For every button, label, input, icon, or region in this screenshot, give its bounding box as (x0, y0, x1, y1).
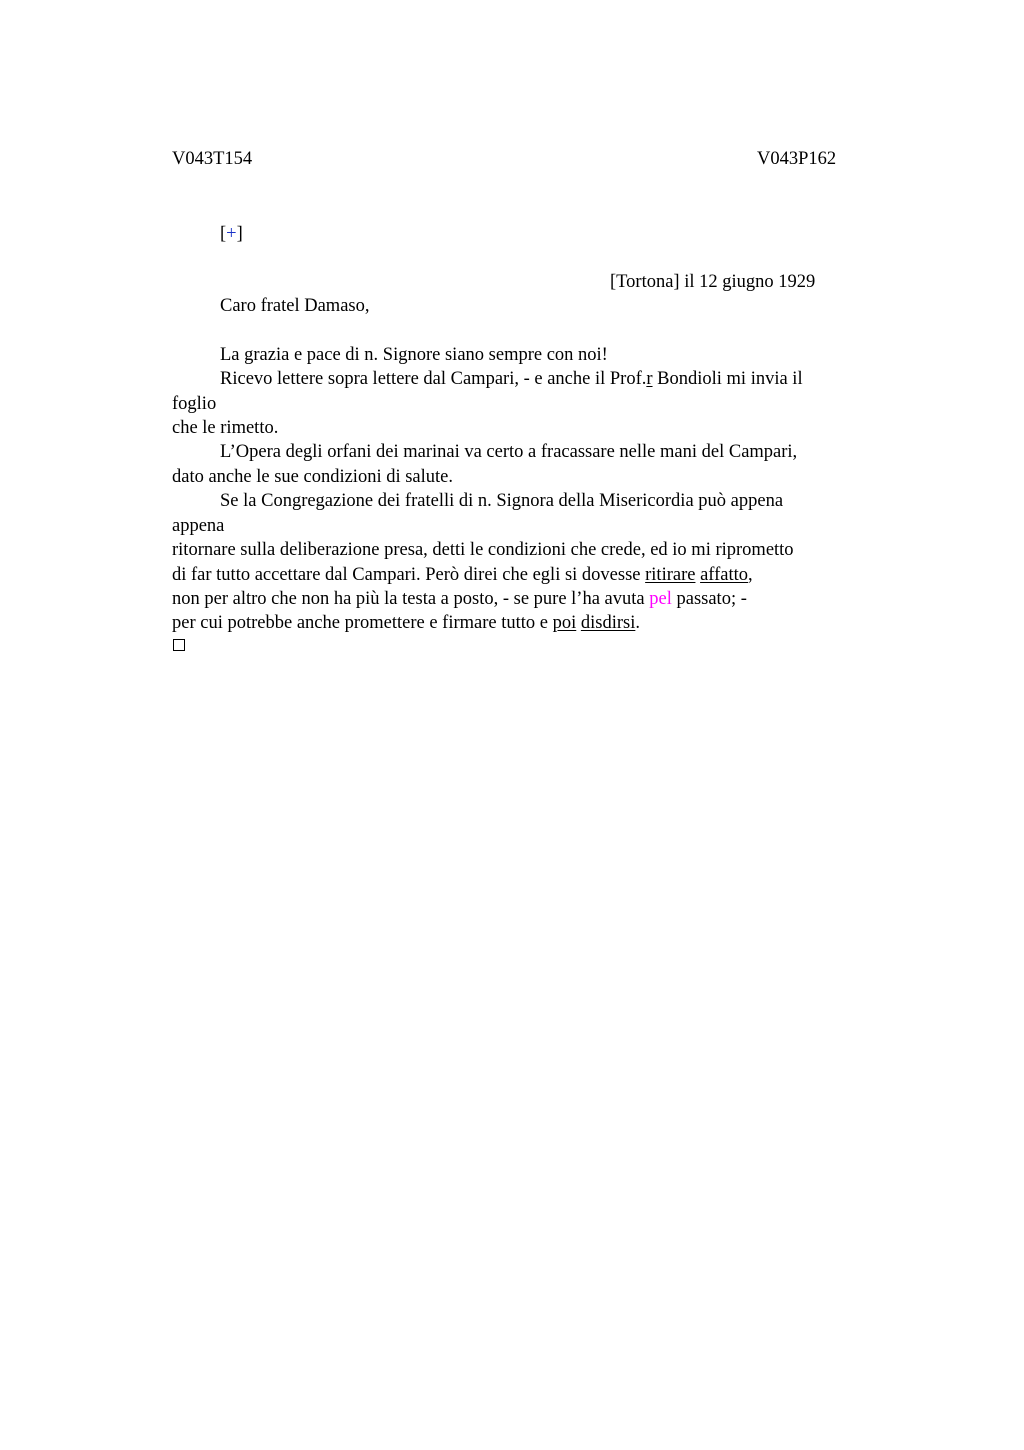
paragraph-4-line-2: appena (172, 516, 225, 536)
end-marker-box-icon (173, 639, 185, 651)
underlined-word: ritirare (645, 565, 696, 585)
document-code-left: V043T154 (172, 149, 253, 169)
paragraph-3-line-1: L’Opera degli orfani dei marinai va certo a fracassare nelle mani del Campari, (220, 442, 798, 462)
underlined-word: poi (552, 613, 577, 633)
underlined-abbreviation: r (646, 369, 653, 389)
highlighted-word: pel (649, 589, 672, 609)
text-segment: per cui potrebbe anche promettere e firmare tutto e (172, 613, 553, 633)
paragraph-4-line-3: ritornare sulla deliberazione presa, detti le condizioni che crede, ed io mi riprometto (172, 540, 794, 560)
paragraph-4-line-1: Se la Congregazione dei fratelli di n. Signora della Misericordia può appena (220, 491, 784, 511)
paragraph-4-line-6 (172, 614, 640, 633)
text-segment: passato; - (671, 589, 747, 609)
underlined-word: disdirsi (580, 613, 636, 633)
underlined-word: affatto (700, 565, 749, 585)
paragraph-2-line-2: foglio (172, 394, 217, 414)
expand-marker[interactable] (220, 225, 243, 244)
text-segment: Ricevo lettere sopra lettere dal Campari, - e anche il Prof. (220, 369, 647, 389)
marker-close-bracket: ] (236, 224, 243, 244)
paragraph-2-line-1 (220, 370, 803, 389)
plus-icon[interactable]: + (226, 224, 237, 244)
text-segment: non per altro che non ha più la testa a posto, - se pure l’ha avuta (172, 589, 650, 609)
paragraph-3-line-2: dato anche le sue condizioni di salute. (172, 467, 454, 487)
text-segment: . (635, 613, 640, 633)
paragraph-2-line-3: che le rimetto. (172, 418, 279, 438)
paragraph-4-line-5 (172, 590, 747, 609)
paragraph-1: La grazia e pace di n. Signore siano sempre con noi! (220, 345, 608, 365)
marker-open-bracket: [ (220, 224, 227, 244)
salutation: Caro fratel Damaso, (220, 296, 370, 316)
text-segment: , (748, 565, 753, 585)
paragraph-4-line-4 (172, 566, 753, 585)
text-segment: di far tutto accettare dal Campari. Però direi che egli si dovesse (172, 565, 646, 585)
page-code-right: V043P162 (757, 149, 837, 169)
text-segment: Bondioli mi invia il (652, 369, 803, 389)
dateline: [Tortona] il 12 giugno 1929 (610, 272, 816, 292)
